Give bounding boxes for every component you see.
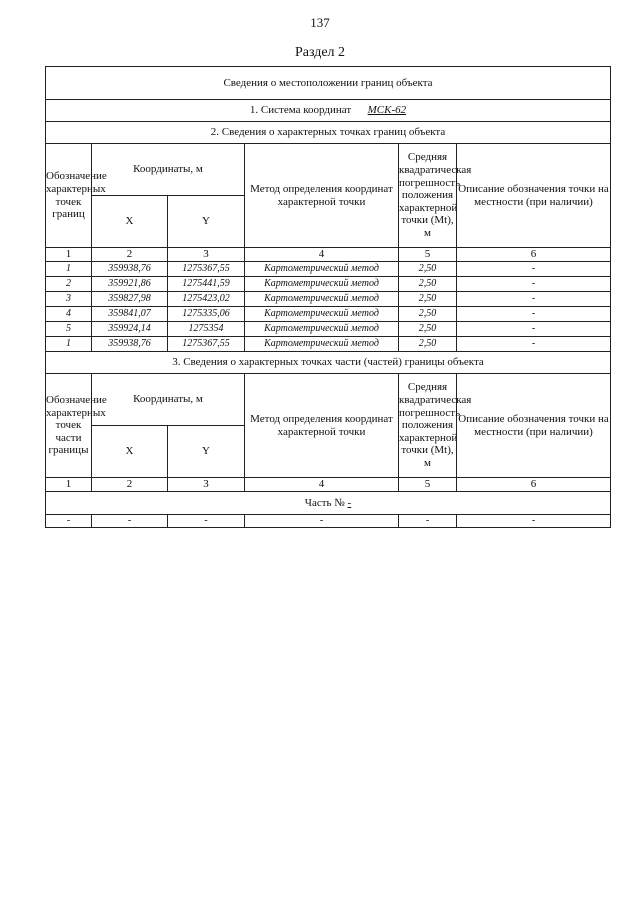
x-cell: 359924,14 (92, 322, 168, 337)
accuracy-cell: 2,50 (399, 322, 457, 337)
accuracy-cell: 2,50 (399, 337, 457, 352)
table-row (46, 337, 611, 352)
boundaries-table (45, 66, 611, 528)
header-y: Y (168, 426, 245, 478)
index-cell: 2 (92, 248, 168, 262)
desc-cell: - (457, 322, 611, 337)
dash-cell: - (168, 515, 245, 528)
index-cell: 6 (457, 248, 611, 262)
header-method: Метод определения координат характерной точки (245, 144, 399, 248)
header-x: X (92, 196, 168, 248)
index-cell: 2 (92, 478, 168, 492)
method-cell: Картометрический метод (245, 277, 399, 292)
accuracy-cell: 2,50 (399, 307, 457, 322)
dash-cell: - (399, 515, 457, 528)
method-cell: Картометрический метод (245, 262, 399, 277)
method-cell: Картометрический метод (245, 292, 399, 307)
header-accuracy: Средняя квадратическая погрешность положения характерной точки (Mt), м (399, 374, 457, 478)
desc-cell: - (457, 337, 611, 352)
header-accuracy: Средняя квадратическая погрешность положения характерной точки (Mt), м (399, 144, 457, 248)
x-cell: 359938,76 (92, 262, 168, 277)
index-cell: 4 (245, 478, 399, 492)
table-row (46, 307, 611, 322)
index-cell: 3 (168, 478, 245, 492)
desc-cell: - (457, 292, 611, 307)
accuracy-cell: 2,50 (399, 262, 457, 277)
desc-cell: - (457, 307, 611, 322)
point-cell: 3 (46, 292, 92, 307)
table-row (46, 262, 611, 277)
header-point: Обозначение характерных точек границ (46, 144, 92, 248)
method-cell: Картометрический метод (245, 307, 399, 322)
table-row (46, 292, 611, 307)
x-cell: 359921,86 (92, 277, 168, 292)
table-row (46, 277, 611, 292)
point-cell: 1 (46, 262, 92, 277)
x-cell: 359827,98 (92, 292, 168, 307)
coord-system-row (46, 100, 611, 122)
index-cell: 4 (245, 248, 399, 262)
header-coords: Координаты, м (92, 144, 245, 196)
desc-cell: - (457, 277, 611, 292)
coord-system-value: МСК-62 (367, 104, 407, 117)
dash-cell: - (46, 515, 92, 528)
index-cell: 5 (399, 478, 457, 492)
point-cell: 1 (46, 337, 92, 352)
dash-cell: - (92, 515, 168, 528)
index-cell: 1 (46, 478, 92, 492)
header-point: Обозначение характерных точек части границы (46, 374, 92, 478)
header-description: Описание обозначения точки на местности (при наличии) (457, 144, 611, 248)
y-cell: 1275367,55 (168, 262, 245, 277)
dash-cell: - (457, 515, 611, 528)
desc-cell: - (457, 262, 611, 277)
point-cell: 4 (46, 307, 92, 322)
table-row (46, 515, 611, 528)
index-cell: 1 (46, 248, 92, 262)
index-cell: 5 (399, 248, 457, 262)
y-cell: 1275354 (168, 322, 245, 337)
table-row (46, 322, 611, 337)
y-cell: 1275423,02 (168, 292, 245, 307)
part-value: - (347, 496, 352, 509)
index-cell: 3 (168, 248, 245, 262)
header-x: X (92, 426, 168, 478)
part-row (46, 492, 611, 515)
y-cell: 1275441,59 (168, 277, 245, 292)
section2-title: 2. Сведения о характерных точках границ объекта (46, 122, 611, 144)
accuracy-cell: 2,50 (399, 292, 457, 307)
section3-title: 3. Сведения о характерных точках части (частей) границы объекта (46, 352, 611, 374)
header-coords: Координаты, м (92, 374, 245, 426)
section-title: Раздел 2 (294, 45, 346, 60)
index-cell: 6 (457, 478, 611, 492)
y-cell: 1275335,06 (168, 307, 245, 322)
table-title: Сведения о местоположении границ объекта (46, 67, 611, 100)
coord-system-label: 1. Система координат (249, 104, 352, 117)
point-cell: 5 (46, 322, 92, 337)
header-y: Y (168, 196, 245, 248)
x-cell: 359841,07 (92, 307, 168, 322)
point-cell: 2 (46, 277, 92, 292)
accuracy-cell: 2,50 (399, 277, 457, 292)
dash-cell: - (245, 515, 399, 528)
header-method: Метод определения координат характерной точки (245, 374, 399, 478)
method-cell: Картометрический метод (245, 337, 399, 352)
y-cell: 1275367,55 (168, 337, 245, 352)
x-cell: 359938,76 (92, 337, 168, 352)
header-description: Описание обозначения точки на местности (при наличии) (457, 374, 611, 478)
part-label: Часть № (304, 496, 345, 509)
method-cell: Картометрический метод (245, 322, 399, 337)
page-number: 137 (310, 15, 330, 30)
